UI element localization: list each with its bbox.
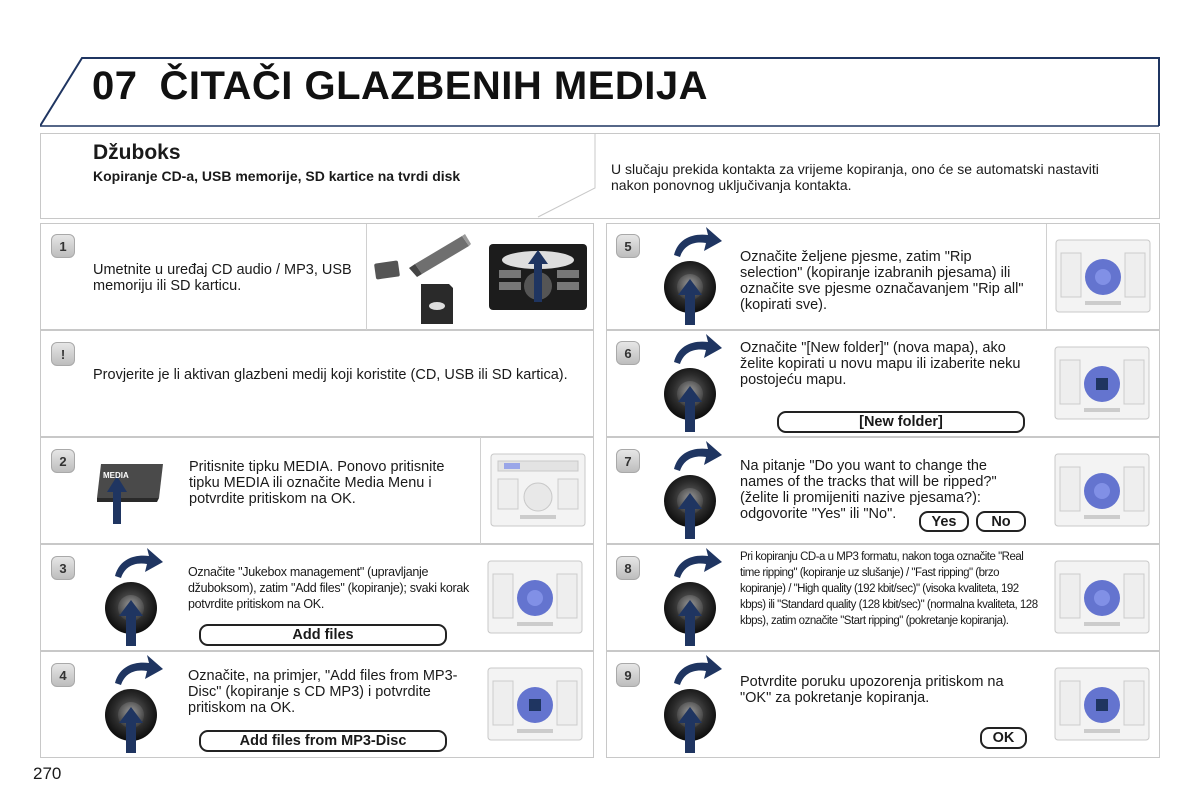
intro-divider — [520, 133, 600, 218]
no-button[interactable]: No — [976, 511, 1026, 532]
radio-faceplate-icon — [1054, 667, 1150, 741]
step-6-knob-illustration — [662, 332, 728, 434]
section-title: Džuboks — [93, 141, 181, 164]
step-8-device-panel — [1046, 545, 1159, 650]
radio-faceplate-icon — [487, 667, 583, 741]
section-subtitle: Kopiranje CD-a, USB memorije, SD kartice na tvrdi disk — [93, 168, 461, 184]
step-3-knob-illustration — [103, 546, 169, 648]
warning-badge: ! — [51, 342, 75, 366]
radio-faceplate-icon — [487, 560, 583, 634]
step-7-badge: 7 — [616, 449, 640, 473]
turn-arrow-icon — [674, 227, 722, 257]
step-7-device-panel — [1046, 438, 1159, 543]
step-8-knob-illustration — [662, 546, 728, 648]
step-3-device-panel — [480, 545, 593, 650]
turn-arrow-icon — [115, 548, 163, 578]
radio-faceplate-icon — [1054, 560, 1150, 634]
step-5-badge: 5 — [616, 234, 640, 258]
turn-arrow-icon — [674, 334, 722, 364]
step-6-device-panel — [1046, 331, 1159, 436]
step-9-device-panel — [1046, 652, 1159, 757]
chapter-number: 07 — [92, 64, 138, 108]
warning-panel — [40, 330, 594, 437]
radio-unit-icon — [489, 244, 587, 310]
add-files-from-mp3-disc-button[interactable]: Add files from MP3-Disc — [199, 730, 447, 752]
step-5-text: Označite željene pjesme, zatim "Rip selection" (kopiranje izabranih pjesama) ili označite sve pjesme označavanjem "Rip all" (kopirati sve). — [740, 249, 1024, 313]
step-4-device-panel — [480, 652, 593, 757]
step-6-badge: 6 — [616, 341, 640, 365]
step-9-badge: 9 — [616, 663, 640, 687]
yes-button[interactable]: Yes — [919, 511, 969, 532]
step-2-text: Pritisnite tipku MEDIA. Ponovo pritisnite tipku MEDIA ili označite Media Menu i potvrdite pritiskom na OK. — [189, 459, 445, 507]
step-7-knob-illustration — [662, 439, 728, 541]
add-files-button[interactable]: Add files — [199, 624, 447, 646]
turn-arrow-icon — [115, 655, 163, 685]
media-key-label: MEDIA — [103, 471, 129, 480]
step-5-device-panel — [1046, 224, 1160, 329]
small-usb-icon — [374, 260, 400, 279]
step-3-text: Označite "Jukebox management" (upravljanje džuboksom), zatim "Add files" (kopiranje); svaki korak potvrdite pritiskom na OK. — [188, 565, 469, 611]
step-7-text: Na pitanje "Do you want to change the names of the tracks that will be ripped?" (želite li promijeniti nazive pjesama?): odgovorite "Yes" ili "No". — [740, 458, 997, 522]
turn-arrow-icon — [674, 548, 722, 578]
step-9-knob-illustration — [662, 653, 728, 755]
new-folder-button[interactable]: [New folder] — [777, 411, 1025, 433]
warning-text: Provjerite je li aktivan glazbeni medij koji koristite (CD, USB ili SD kartica). — [93, 367, 568, 383]
turn-arrow-icon — [674, 441, 722, 471]
step-3-badge: 3 — [51, 556, 75, 580]
intro-note: U slučaju prekida kontakta za vrijeme kopiranja, ono će se automatski nastaviti nakon ponovnog uključivanja kontakta. — [611, 161, 1099, 193]
step-2-device-panel — [480, 437, 594, 544]
step-4-knob-illustration — [103, 653, 169, 755]
radio-faceplate-icon — [1054, 346, 1150, 420]
media-illustration — [366, 224, 595, 330]
step-1-badge: 1 — [51, 234, 75, 258]
step-9-text: Potvrdite poruku upozorenja pritiskom na "OK" za pokretanje kopiranja. — [740, 674, 1004, 706]
step-8-badge: 8 — [616, 556, 640, 580]
step-5-knob-illustration — [662, 225, 728, 327]
turn-arrow-icon — [674, 655, 722, 685]
step-4-text: Označite, na primjer, "Add files from MP3-Disc" (kopiranje s CD MP3) i potvrdite pritiskom na OK. — [188, 668, 458, 716]
sd-card-icon — [421, 284, 453, 324]
usb-stick-icon — [409, 234, 471, 277]
chapter-title — [92, 64, 708, 109]
step-8-text: Pri kopiranju CD-a u MP3 formatu, nakon toga označite "Real time ripping" (kopiranje uz slušanje) / "Fast ripping" (brzo kopiranje) / "High quality (192 kbit/sec)" (visoka kvaliteta, 192 kbps) ili "Standard quality (128 kbit/sec)" (normalna kvaliteta, 128 kbps), zatim označite "Start ripping" (pokretanje kopiranja). — [740, 551, 1038, 627]
page-number: 270 — [33, 764, 62, 783]
radio-faceplate-icon — [490, 453, 586, 527]
radio-faceplate-icon — [1054, 453, 1150, 527]
step-4-badge: 4 — [51, 663, 75, 687]
chapter-name: ČITAČI GLAZBENIH MEDIJA — [159, 64, 709, 108]
step-1-text: Umetnite u uređaj CD audio / MP3, USB memoriju ili SD karticu. — [93, 262, 352, 294]
ok-button[interactable]: OK — [980, 727, 1027, 749]
step-6-text: Označite "[New folder]" (nova mapa), ako želite kopirati u novu mapu ili izaberite neku postojeću mapu. — [740, 340, 1021, 388]
radio-faceplate-icon — [1055, 239, 1151, 313]
step-2-badge: 2 — [51, 449, 75, 473]
